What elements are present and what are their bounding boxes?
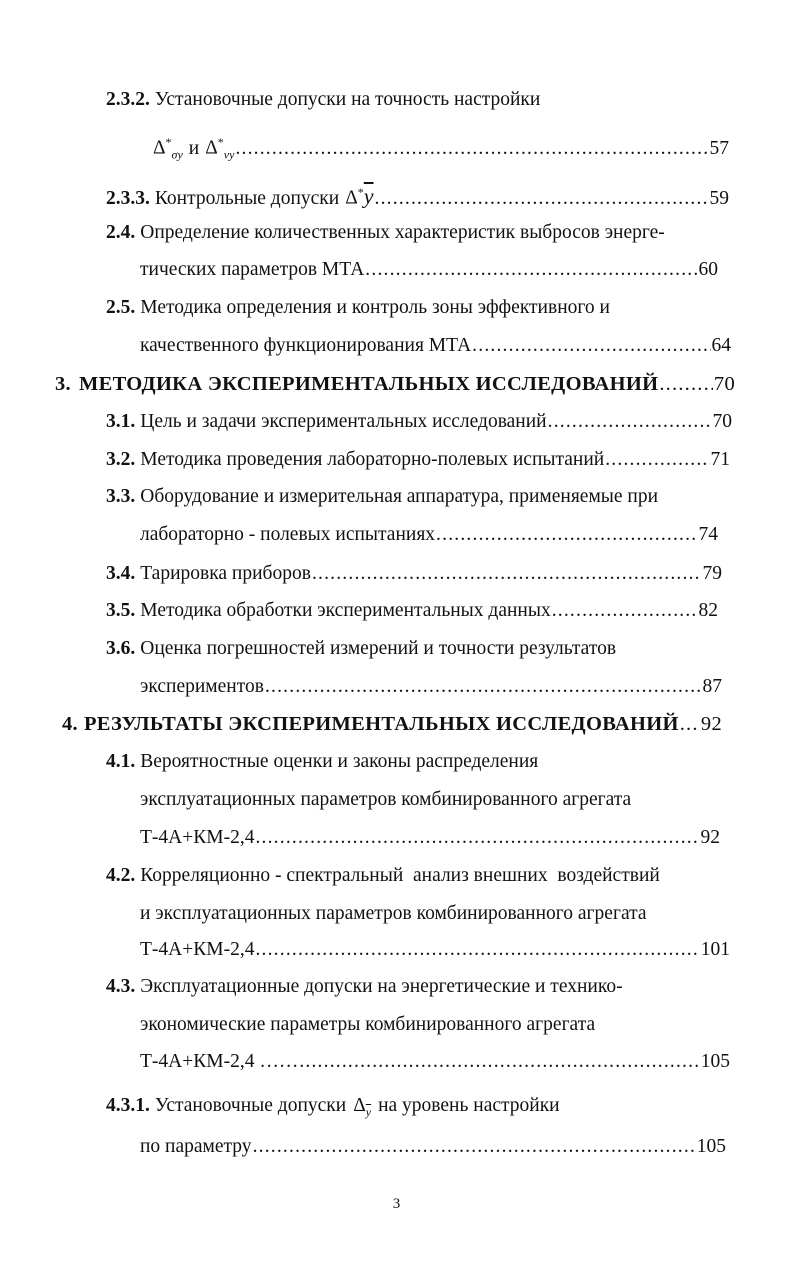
page-ref: 82 — [698, 600, 718, 621]
toc-entry-4-2-cont1[interactable] — [140, 902, 647, 926]
dot-leader — [548, 410, 712, 434]
toc-entry-4-2[interactable] — [106, 864, 660, 888]
section-title-cont: лабораторно - полевых испытаниях — [140, 524, 436, 545]
dot-leader — [255, 826, 699, 850]
section-title-cont: Т-4А+КМ-2,4 …… — [140, 1051, 299, 1072]
section-number: 3.4. — [106, 563, 136, 584]
section-title: Контрольные допуски — [154, 187, 340, 209]
toc-entry-4-2-cont2[interactable] — [140, 938, 730, 962]
section-title: Вероятностные оценки и законы распределения — [140, 751, 539, 772]
section-number: 4.3.1. — [106, 1095, 150, 1116]
section-number: 3.1. — [106, 411, 136, 432]
toc-entry-4-3-1[interactable] — [106, 1094, 560, 1124]
page-ref: 71 — [710, 449, 730, 470]
section-title: Методика определения и контроль зоны эффективного и — [140, 297, 610, 318]
chapter-number: 4. — [62, 713, 78, 735]
page-ref: 92 — [700, 827, 720, 848]
toc-chapter-4[interactable] — [62, 712, 722, 736]
toc-entry-3-4[interactable] — [106, 562, 722, 586]
section-number: 2.5. — [106, 297, 136, 318]
toc-entry-4-1-cont1[interactable] — [140, 788, 631, 812]
section-title-tail: на уровень настройки — [378, 1095, 560, 1116]
section-number: 2.4. — [106, 222, 136, 243]
toc-entry-3-5[interactable] — [106, 599, 718, 623]
toc-entry-2-3-2-cont[interactable] — [153, 130, 729, 166]
section-title: Оборудование и измерительная аппаратура, применяемые при — [140, 486, 659, 507]
page-ref: 70 — [713, 373, 735, 395]
section-title-cont: Т-4А+КМ-2,4 — [140, 939, 255, 960]
section-number: 3.2. — [106, 449, 136, 470]
section-number: 2.3.3. — [106, 187, 150, 209]
section-title-cont: и эксплуатационных параметров комбинированного агрегата — [140, 903, 647, 924]
toc-entry-4-3[interactable] — [106, 975, 623, 999]
dot-leader — [605, 448, 709, 472]
section-title-cont: качественного функционирования МТА — [140, 335, 472, 356]
toc-entry-2-5[interactable] — [106, 296, 610, 320]
formula-joiner: и — [188, 137, 200, 159]
section-number: 3.5. — [106, 600, 136, 621]
section-title-cont: по параметру — [140, 1136, 252, 1157]
toc-entry-3-3-cont[interactable] — [140, 523, 718, 547]
toc-entry-4-1-cont2[interactable] — [140, 826, 720, 850]
section-number: 3.3. — [106, 486, 136, 507]
dot-leader — [235, 137, 708, 161]
toc-entry-4-1[interactable] — [106, 750, 538, 774]
page-ref: 87 — [702, 676, 722, 697]
section-title: Установочные допуски на точность настройки — [154, 89, 541, 110]
toc-entry-3-3[interactable] — [106, 485, 658, 509]
page-ref: 92 — [700, 713, 722, 735]
chapter-title: РЕЗУЛЬТАТЫ ЭКСПЕРИМЕНТАЛЬНЫХ ИССЛЕДОВАНИЙ — [83, 713, 679, 735]
dot-leader — [253, 1135, 696, 1159]
page-ref: 59 — [709, 187, 729, 209]
dot-leader — [436, 523, 697, 547]
section-title: Эксплуатационные допуски на энергетические и технико- — [140, 976, 623, 997]
page-ref: 101 — [700, 939, 730, 960]
chapter-title: МЕТОДИКА ЭКСПЕРИМЕНТАЛЬНЫХ ИССЛЕДОВАНИЙ — [78, 373, 659, 395]
formula-delta-nu: $\Delta^*_{\nu y}$ — [205, 135, 235, 162]
toc-entry-3-1[interactable] — [106, 410, 732, 434]
page-ref: 64 — [711, 335, 731, 356]
section-title: Цель и задачи экспериментальных исследований — [140, 411, 547, 432]
toc-entry-3-2[interactable] — [106, 448, 730, 472]
toc-entry-4-3-1-cont[interactable] — [140, 1135, 726, 1159]
dot-leader — [265, 675, 702, 699]
chapter-number: 3. — [55, 373, 71, 395]
dot-leader — [659, 372, 713, 396]
dot-leader — [375, 187, 709, 211]
section-title: Оценка погрешностей измерений и точности результатов — [140, 638, 617, 659]
dot-leader — [255, 938, 699, 962]
section-title-cont: тических параметров МТА — [140, 259, 365, 280]
toc-entry-2-4[interactable] — [106, 221, 665, 245]
toc-entry-4-3-cont1[interactable] — [140, 1013, 595, 1037]
section-title: Определение количественных характеристик выбросов энерге- — [140, 222, 665, 243]
section-title-cont: Т-4А+КМ-2,4 — [140, 827, 255, 848]
dot-leader — [472, 334, 710, 358]
section-title: Тарировка приборов — [140, 563, 311, 584]
formula-delta-sigma: $\Delta^*_{\sigma y}$ — [153, 135, 183, 162]
section-title: Корреляционно - спектральный анализ внешних воздействий — [140, 865, 660, 886]
formula-delta-y-bar: $\Delta^*\overline{y}$ — [345, 183, 374, 209]
toc-entry-2-3-2[interactable] — [106, 88, 540, 112]
section-title: Методика обработки экспериментальных данных — [140, 600, 551, 621]
dot-leader — [680, 712, 700, 736]
page-ref: 105 — [696, 1136, 726, 1157]
section-title-cont: экономические параметры комбинированного агрегата — [140, 1014, 596, 1035]
toc-entry-3-6[interactable] — [106, 637, 616, 661]
section-number: 4.1. — [106, 751, 136, 772]
section-title-cont: эксплуатационных параметров комбинированного агрегата — [140, 789, 632, 810]
section-title-cont: экспериментов — [140, 676, 264, 697]
page-ref: 74 — [698, 524, 718, 545]
toc-entry-2-5-cont[interactable] — [140, 334, 731, 358]
section-number: 3.6. — [106, 638, 136, 659]
toc-entry-3-6-cont[interactable] — [140, 675, 722, 699]
dot-leader — [299, 1050, 699, 1074]
page-ref: 70 — [712, 411, 732, 432]
section-title: Методика проведения лабораторно-полевых испытаний — [140, 449, 605, 470]
page-ref: 105 — [700, 1051, 730, 1072]
section-number: 4.2. — [106, 865, 136, 886]
toc-chapter-3[interactable] — [55, 372, 735, 396]
dot-leader — [552, 599, 698, 623]
formula-delta-y: $\Delta_{\overline{y}}$ — [353, 1095, 372, 1119]
page-ref: 79 — [702, 563, 722, 584]
page-number: 3 — [392, 1196, 401, 1212]
toc-entry-2-4-cont[interactable] — [140, 258, 718, 282]
toc-entry-2-3-3[interactable] — [106, 180, 729, 211]
section-number: 2.3.2. — [106, 89, 150, 110]
section-number: 4.3. — [106, 976, 136, 997]
section-title: Установочные допуски — [154, 1095, 347, 1116]
toc-entry-4-3-cont2[interactable] — [140, 1050, 730, 1074]
page-ref: 60 — [698, 259, 718, 280]
dot-leader — [312, 562, 702, 586]
page-ref: 57 — [709, 137, 729, 159]
dot-leader — [365, 258, 697, 282]
